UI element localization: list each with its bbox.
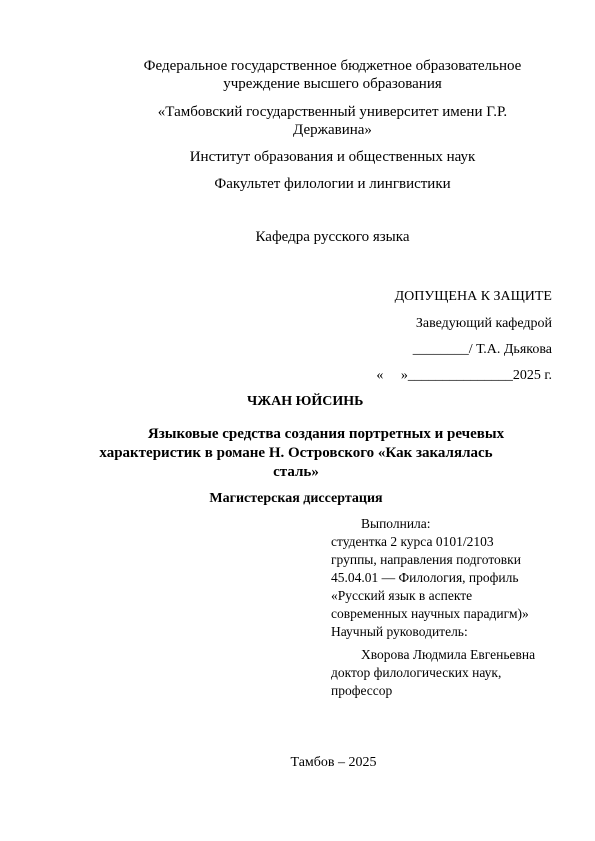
org-name-line2: учреждение высшего образования [223, 76, 442, 92]
supervisor-label: Научный руководитель: [331, 624, 468, 639]
performer-line4: «Русский язык в аспекте [331, 588, 473, 603]
thesis-type: Магистерская диссертация [209, 491, 383, 506]
approval-signature: ________/ Т.А. Дьякова [412, 342, 552, 357]
supervisor-details [331, 646, 552, 700]
university-name-line2: Державина» [293, 122, 372, 138]
performer-line3: 45.04.01 — Филология, профиль [331, 570, 519, 585]
performer-line1: студентка 2 курса 0101/2103 [331, 534, 494, 549]
supervisor-degree-line2: профессор [331, 683, 393, 698]
performer-details [331, 533, 552, 641]
performer-line2: группы, направления подготовки [331, 552, 521, 567]
approval-title: ДОПУЩЕНА К ЗАЩИТЕ [394, 289, 552, 304]
supervisor-name: Хворова Людмила Евгеньевна [361, 647, 536, 662]
author-name: ЧЖАН ЮЙСИНЬ [247, 394, 364, 409]
university-name-line1: «Тамбовский государственный университет имени Г.Р. [157, 104, 508, 120]
performer-label: Выполнила: [361, 516, 431, 531]
approval-position: Заведующий кафедрой [415, 316, 552, 331]
thesis-title-line2: характеристик в романе Н. Островского «Как закалялась [99, 445, 493, 461]
city-year: Тамбов – 2025 [290, 755, 377, 770]
approval-date: « »_______________2025 г. [376, 368, 552, 383]
faculty-name: Факультет филологии и лингвистики [214, 176, 451, 192]
supervisor-degree-line1: доктор филологических наук, [331, 665, 502, 680]
org-name-line1: Федеральное государственное бюджетное образовательное [143, 58, 522, 74]
thesis-title-line3: сталь» [273, 464, 319, 480]
department-name: Кафедра русского языка [255, 229, 410, 245]
thesis-title-line1: Языковые средства создания портретных и речевых [147, 426, 505, 442]
performer-line5: современных научных парадигм)» [331, 606, 529, 621]
institute-name: Институт образования и общественных наук [189, 149, 476, 165]
